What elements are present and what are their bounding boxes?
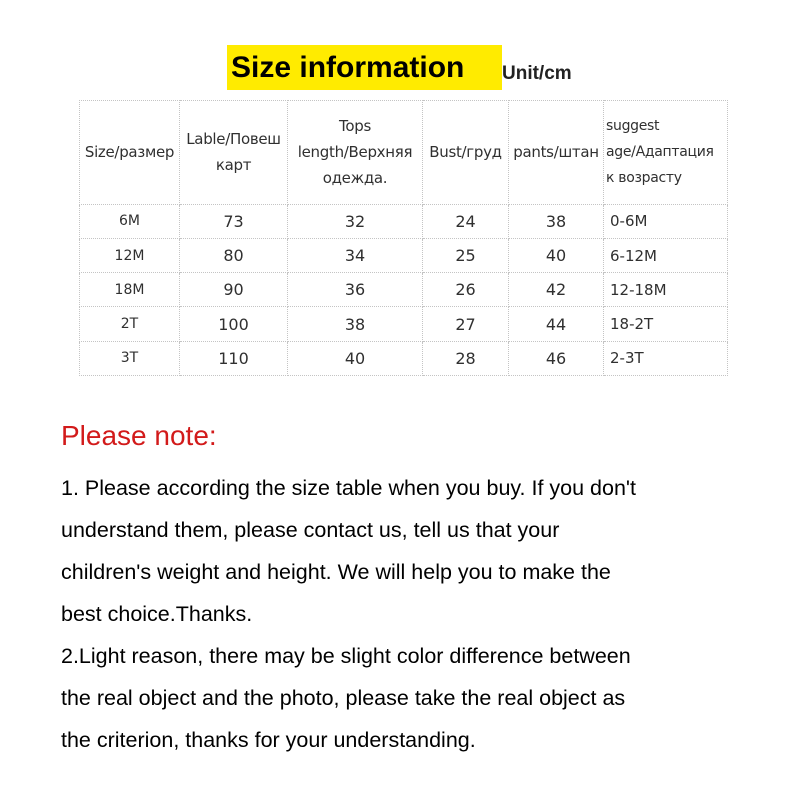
column-header-line: pants/штан <box>513 143 599 162</box>
table-cell-bust: 27 <box>423 307 509 341</box>
table-cell-pants: 42 <box>509 273 604 307</box>
table-row <box>80 341 728 375</box>
column-header-label <box>180 101 288 205</box>
table-cell-label: 73 <box>180 204 288 238</box>
note-line: 2.Light reason, there may be slight color difference between <box>61 644 631 668</box>
column-header-line: карт <box>215 156 252 175</box>
size-table <box>79 100 728 376</box>
table-cell-tops-length: 34 <box>288 238 423 272</box>
note-line: understand them, please contact us, tell us that your <box>61 518 560 542</box>
table-cell-pants: 46 <box>509 341 604 375</box>
table-cell-bust: 24 <box>423 204 509 238</box>
column-header-line: length/Верхняя <box>297 143 413 162</box>
column-header-bust <box>423 101 509 205</box>
table-cell-age: 6-12M <box>604 238 728 272</box>
table-cell-tops-length: 38 <box>288 307 423 341</box>
table-cell-size: 18M <box>80 273 180 307</box>
column-header-line: Size/размер <box>84 143 175 162</box>
note-line: 1. Please according the size table when you buy. If you don't <box>61 476 637 500</box>
column-header-line: к возрасту <box>606 170 682 187</box>
table-cell-pants: 44 <box>509 307 604 341</box>
table-row <box>80 204 728 238</box>
table-cell-label: 80 <box>180 238 288 272</box>
column-header-line: одежда. <box>322 169 388 188</box>
table-cell-size: 3T <box>80 341 180 375</box>
unit-label: Unit/cm <box>502 63 572 84</box>
note-body <box>61 467 761 761</box>
note-heading: Please note: <box>61 420 217 451</box>
table-cell-age: 18-2T <box>604 307 728 341</box>
table-cell-tops-length: 36 <box>288 273 423 307</box>
note-line: children's weight and height. We will help you to make the <box>61 560 611 584</box>
table-header-row <box>80 101 728 205</box>
column-header-line: Lable/Повеш <box>186 130 281 149</box>
table-cell-tops-length: 40 <box>288 341 423 375</box>
note-line: the real object and the photo, please take the real object as <box>61 686 626 710</box>
table-cell-pants: 38 <box>509 204 604 238</box>
table-row <box>80 238 728 272</box>
table-cell-bust: 25 <box>423 238 509 272</box>
table-row <box>80 273 728 307</box>
column-header-pants <box>509 101 604 205</box>
table-cell-pants: 40 <box>509 238 604 272</box>
table-cell-label: 90 <box>180 273 288 307</box>
column-header-suggest-age <box>604 101 728 205</box>
column-header-line: Tops <box>339 117 371 136</box>
table-cell-bust: 26 <box>423 273 509 307</box>
table-cell-label: 100 <box>180 307 288 341</box>
note-line: the criterion, thanks for your understanding. <box>61 728 476 752</box>
table-cell-size: 2T <box>80 307 180 341</box>
table-cell-age: 0-6M <box>604 204 728 238</box>
column-header-line: suggest <box>606 118 660 135</box>
table-cell-tops-length: 32 <box>288 204 423 238</box>
table-row <box>80 307 728 341</box>
note-line: best choice.Thanks. <box>61 602 253 626</box>
table-cell-bust: 28 <box>423 341 509 375</box>
column-header-tops-length <box>288 101 423 205</box>
table-cell-label: 110 <box>180 341 288 375</box>
table-cell-age: 2-3T <box>604 341 728 375</box>
table-cell-size: 12M <box>80 238 180 272</box>
column-header-line: age/Адаптация <box>606 144 714 161</box>
table-cell-size: 6M <box>80 204 180 238</box>
page-title: Size information <box>231 51 465 84</box>
column-header-line: Bust/груд <box>429 143 502 162</box>
column-header-size <box>80 101 180 205</box>
table-cell-age: 12-18M <box>604 273 728 307</box>
